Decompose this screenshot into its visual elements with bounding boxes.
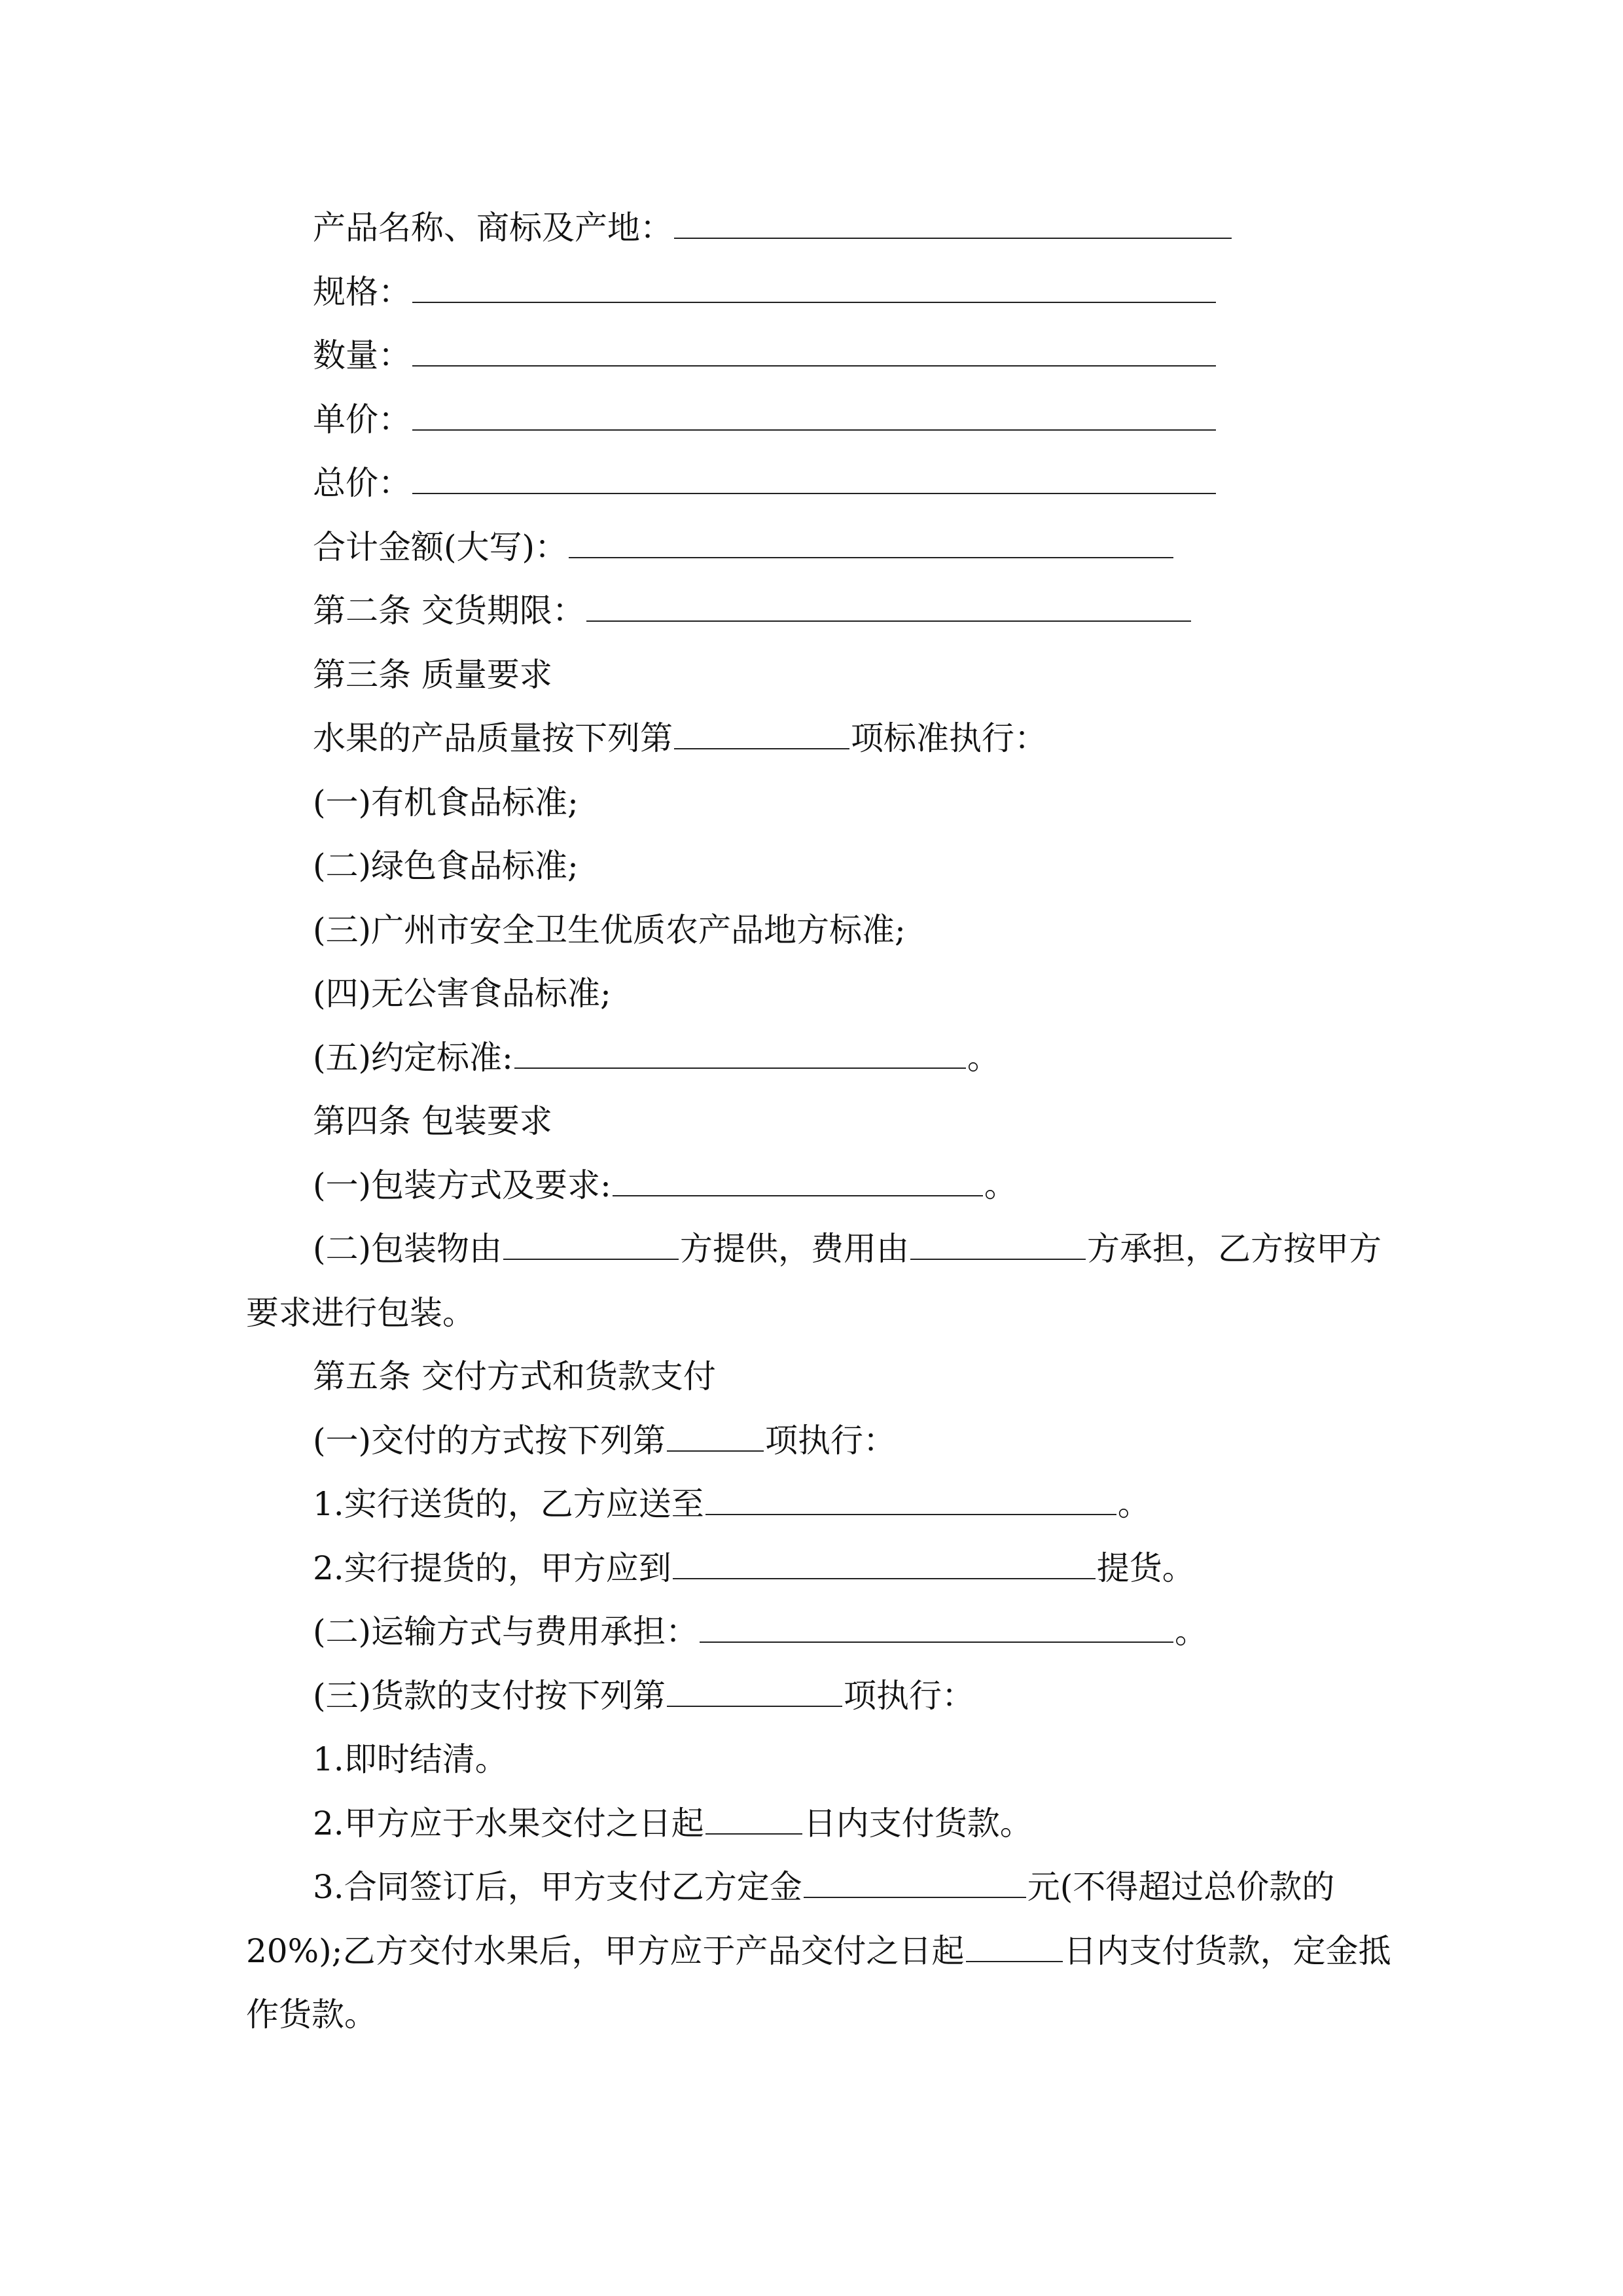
- line-standard-3: [313, 910, 906, 950]
- line-quantity: [313, 336, 1217, 375]
- line-delivery-2: [313, 1549, 1195, 1588]
- heading: 第三条 质量要求: [313, 656, 552, 694]
- text: (三)广州市安全卫生优质农产品地方标准;: [313, 911, 906, 949]
- line-standard-5: [313, 1038, 1000, 1077]
- text: 。: [1117, 1485, 1150, 1523]
- text: 1.实行送货的，乙方应送至: [313, 1485, 704, 1523]
- text: 规格：: [313, 273, 411, 311]
- line-quality-standard: [313, 719, 1047, 758]
- line-spec: [313, 272, 1217, 312]
- text: 方承担，乙方按甲方: [1087, 1230, 1382, 1268]
- text: 数量：: [313, 336, 411, 374]
- line-article-5: [313, 1357, 716, 1396]
- fill-blank[interactable]: [667, 1448, 764, 1452]
- text: (一)包装方式及要求:: [313, 1166, 611, 1204]
- line-article-2: [313, 591, 1192, 630]
- line-packaging-2: [313, 1229, 1382, 1268]
- line-payment-3-end: [246, 1995, 377, 2034]
- line-article-4: [313, 1102, 552, 1141]
- fill-blank[interactable]: [674, 745, 849, 749]
- text: 产品名称、商标及产地：: [313, 209, 673, 247]
- text: 项标准执行：: [851, 719, 1047, 757]
- fill-blank[interactable]: [569, 554, 1173, 558]
- text: (一)有机食品标准;: [313, 783, 579, 821]
- text: 项执行：: [765, 1422, 897, 1460]
- fill-blank[interactable]: [673, 1575, 1096, 1579]
- line-payment-3-cont: [246, 1931, 1391, 1971]
- text: 总价：: [313, 464, 411, 502]
- text: 要求进行包装。: [246, 1294, 475, 1332]
- line-total-amount: [313, 528, 1175, 567]
- text: 作货款。: [246, 1996, 377, 2034]
- line-packaging-1: [313, 1166, 1017, 1205]
- line-transport: [313, 1612, 1207, 1651]
- text: 。: [1175, 1613, 1208, 1651]
- fill-blank[interactable]: [674, 235, 1232, 239]
- line-article-3: [313, 655, 552, 694]
- fill-blank[interactable]: [412, 490, 1216, 494]
- text: (二)包装物由: [313, 1230, 503, 1268]
- line-product-name: [313, 208, 1233, 247]
- line-packaging-2-cont: [246, 1293, 475, 1333]
- fill-blank[interactable]: [586, 618, 1191, 622]
- line-delivery-1: [313, 1484, 1150, 1524]
- line-unit-price: [313, 400, 1217, 439]
- text: 2.甲方应于水果交付之日起: [313, 1804, 704, 1842]
- fill-blank[interactable]: [705, 1511, 1116, 1515]
- fill-blank[interactable]: [910, 1256, 1086, 1260]
- heading: 第五条 交付方式和货款支付: [313, 1357, 716, 1395]
- text: (五)约定标准:: [313, 1039, 513, 1077]
- fill-blank[interactable]: [804, 1894, 1026, 1898]
- line-payment-method: [313, 1676, 974, 1715]
- text: 。: [984, 1166, 1017, 1204]
- text: (二)绿色食品标准;: [313, 847, 579, 885]
- fill-blank[interactable]: [412, 299, 1216, 303]
- text: 提货。: [1096, 1549, 1195, 1587]
- text: (一)交付的方式按下列第: [313, 1422, 666, 1460]
- fill-blank[interactable]: [667, 1703, 842, 1707]
- text: 日内支付货款，定金抵: [1063, 1932, 1391, 1970]
- line-payment-3: [313, 1867, 1334, 1907]
- line-delivery-method: [313, 1421, 896, 1460]
- text: 合计金额(大写)：: [313, 528, 568, 566]
- text: 项执行：: [844, 1677, 975, 1715]
- fill-blank[interactable]: [503, 1256, 679, 1260]
- text: 1.即时结清。: [313, 1740, 508, 1778]
- text: 。: [967, 1039, 1000, 1077]
- fill-blank[interactable]: [514, 1065, 966, 1069]
- text: 方提供，费用由: [680, 1230, 910, 1268]
- text: 日内支付货款。: [803, 1804, 1033, 1842]
- text: 单价：: [313, 401, 411, 439]
- text: (四)无公害食品标准;: [313, 975, 611, 1013]
- line-payment-2: [313, 1804, 1033, 1843]
- text: (二)运输方式与费用承担：: [313, 1613, 699, 1651]
- fill-blank[interactable]: [700, 1639, 1173, 1643]
- text: 20%);乙方交付水果后，甲方应于产品交付之日起: [246, 1932, 965, 1970]
- fill-blank[interactable]: [705, 1831, 802, 1835]
- text: 元(不得超过总价款的: [1027, 1868, 1335, 1906]
- fill-blank[interactable]: [613, 1193, 983, 1196]
- fill-blank[interactable]: [966, 1958, 1063, 1962]
- line-standard-1: [313, 783, 579, 822]
- text: (三)货款的支付按下列第: [313, 1677, 666, 1715]
- text: 2.实行提货的，甲方应到: [313, 1549, 671, 1587]
- text: 3.合同签订后，甲方支付乙方定金: [313, 1868, 802, 1906]
- text: 第二条 交货期限：: [313, 592, 585, 630]
- line-standard-4: [313, 974, 611, 1013]
- fill-blank[interactable]: [412, 427, 1216, 431]
- line-total-price: [313, 463, 1217, 503]
- line-standard-2: [313, 846, 579, 886]
- heading: 第四条 包装要求: [313, 1102, 552, 1140]
- text: 水果的产品质量按下列第: [313, 719, 673, 757]
- line-payment-1: [313, 1740, 508, 1779]
- fill-blank[interactable]: [412, 363, 1216, 367]
